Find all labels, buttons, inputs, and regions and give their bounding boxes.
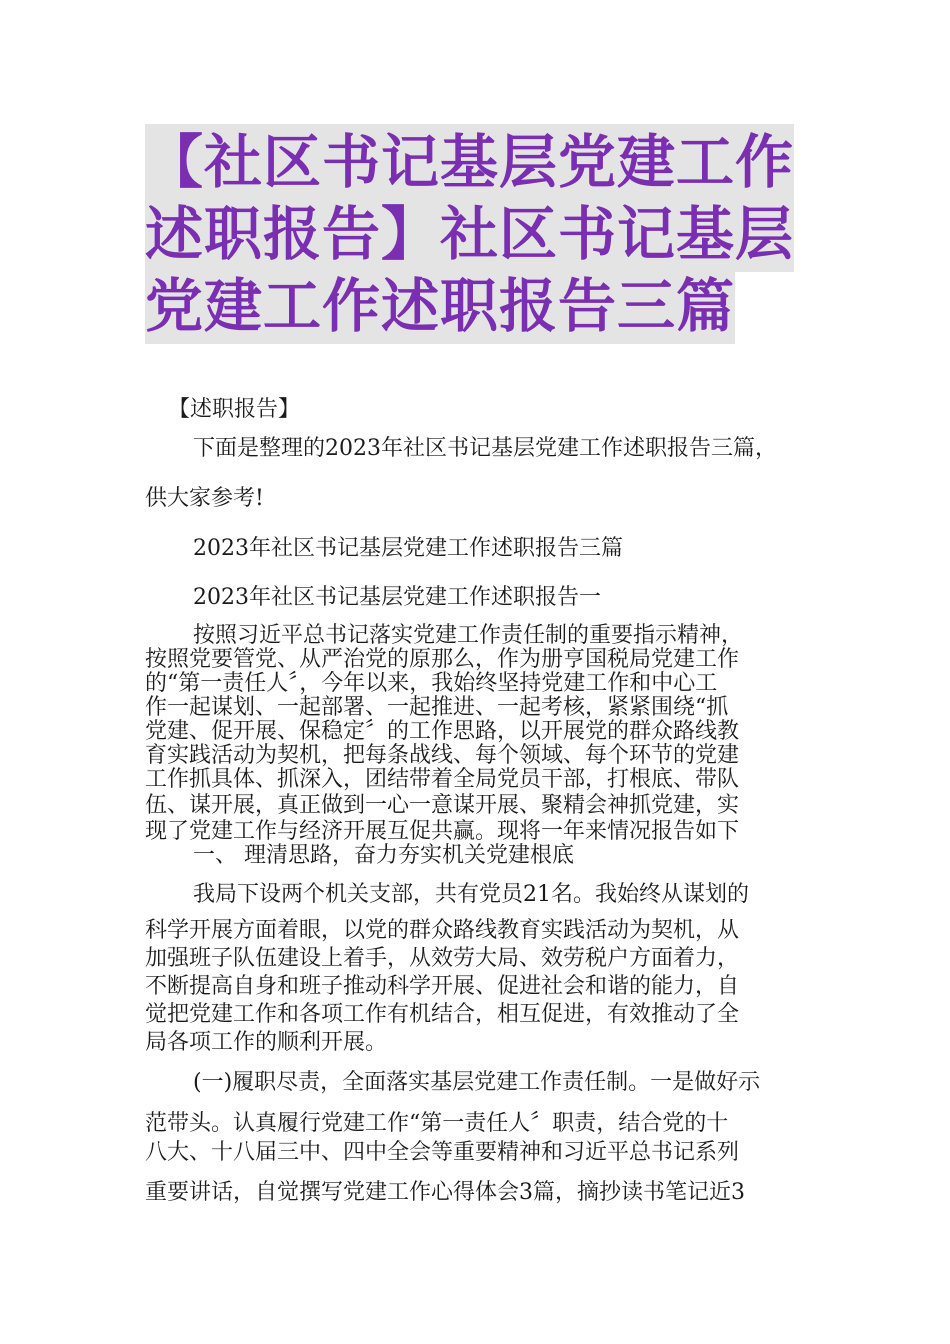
paragraph-2-line: 不断提高自身和班子推动科学开展、促进社会和谐的能力，自 xyxy=(145,974,740,999)
paragraph-2-line: 局各项工作的顺利开展。 xyxy=(145,1030,388,1055)
intro-line-2: 供大家参考! xyxy=(145,486,264,511)
paragraph-3-line: (一)履职尽责，全面落实基层党建工作责任制。一是做好示 xyxy=(193,1070,761,1095)
title-line-1: 【社区书记基层党建工作 xyxy=(145,124,794,200)
category-tag: 【述职报告】 xyxy=(168,397,301,422)
paragraph-3-line: 八大、十八届三中、四中全会等重要精神和习近平总书记系列 xyxy=(145,1140,740,1165)
paragraph-1-line: 作一起谋划、一起部署、一起推进、一起考核，紧紧围绕“抓 xyxy=(145,695,729,720)
paragraph-2-line: 科学开展方面着眼，以党的群众路线教育实践活动为契机，从 xyxy=(145,918,740,943)
paragraph-3-line: 范带头。认真履行党建工作“第一责任人〞职责，结合党的十 xyxy=(145,1111,729,1136)
paragraph-1-line: 工作抓具体、抓深入，团结带着全局党员干部，打根底、带队 xyxy=(145,767,740,792)
intro-line-1: 下面是整理的2023年社区书记基层党建工作述职报告三篇， xyxy=(193,436,777,461)
subtitle-report-one: 2023年社区书记基层党建工作述职报告一 xyxy=(193,585,601,610)
subtitle-collection: 2023年社区书记基层党建工作述职报告三篇 xyxy=(193,536,623,561)
paragraph-3-line: 重要讲话，自觉撰写党建工作心得体会3篇，摘抄读书笔记近3 xyxy=(145,1180,745,1205)
paragraph-1-line: 现了党建工作与经济开展互促共赢。现将一年来情况报告如下 xyxy=(145,819,740,844)
paragraph-1-line: 按照习近平总书记落实党建工作责任制的重要指示精神， xyxy=(193,623,744,648)
paragraph-1-line: 伍、谋开展，真正做到一心一意谋开展、聚精会神抓党建，实 xyxy=(145,793,740,818)
paragraph-1-line: 按照党要管党、从严治党的原那么，作为册亨国税局党建工作 xyxy=(145,647,740,672)
paragraph-1-line: 育实践活动为契机，把每条战线、每个领域、每个环节的党建 xyxy=(145,743,740,768)
paragraph-1-line: 的“第一责任人〞，今年以来，我始终坚持党建工作和中心工 xyxy=(145,671,718,696)
paragraph-2-line: 加强班子队伍建设上着手，从效劳大局、效劳税户方面着力， xyxy=(145,946,740,971)
paragraph-1-line: 党建、促开展、保稳定〞的工作思路，以开展党的群众路线教 xyxy=(145,719,740,744)
section-heading-1: 一、 理清思路，奋力夯实机关党建根底 xyxy=(193,843,574,868)
document-title xyxy=(145,126,825,342)
title-line-3: 党建工作述职报告三篇 xyxy=(145,268,735,344)
paragraph-2-line: 觉把党建工作和各项工作有机结合，相互促进，有效推动了全 xyxy=(145,1002,740,1027)
paragraph-2-line: 我局下设两个机关支部，共有党员21名。我始终从谋划的 xyxy=(193,882,749,907)
title-line-2: 述职报告】社区书记基层 xyxy=(145,196,794,272)
